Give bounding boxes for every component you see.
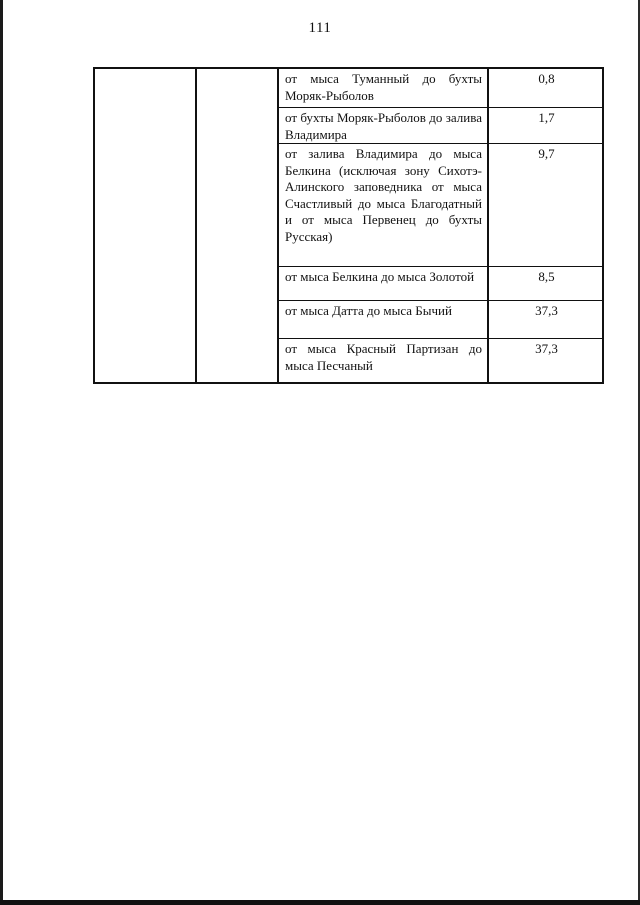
row-value: 37,3 — [535, 341, 558, 356]
scan-edge-bottom — [0, 900, 640, 905]
row-value: 37,3 — [535, 303, 558, 318]
table-row — [277, 69, 604, 107]
table-row — [277, 143, 604, 266]
table-row — [277, 266, 604, 300]
row-description: от бухты Моряк-Рыболов до залива Владимира — [285, 110, 482, 142]
coastline-table — [93, 67, 604, 384]
row-description: от мыса Туманный до бухты Моряк-Рыболов — [285, 71, 482, 103]
row-description: от мыса Белкина до мыса Золотой — [285, 269, 475, 284]
row-value: 9,7 — [538, 146, 555, 161]
row-description: от мыса Красный Партизан до мыса Песчаный — [285, 341, 482, 373]
row-value: 8,5 — [538, 269, 555, 284]
row-description: от залива Владимира до мыса Белкина (исключая зону Сихотэ-Алинского заповедника от мыса Счастливый до мыса Благодатный и от мыса Первенец до бухты Русская) — [285, 146, 482, 244]
row-value: 1,7 — [538, 110, 555, 125]
row-description: от мыса Датта до мыса Бычий — [285, 303, 452, 318]
page-number: 111 — [308, 20, 332, 36]
table-row — [277, 107, 604, 143]
row-value: 0,8 — [538, 71, 555, 86]
scan-edge-left — [0, 0, 3, 905]
column-divider — [195, 69, 197, 382]
table-row — [277, 338, 604, 384]
table-row — [277, 300, 604, 338]
